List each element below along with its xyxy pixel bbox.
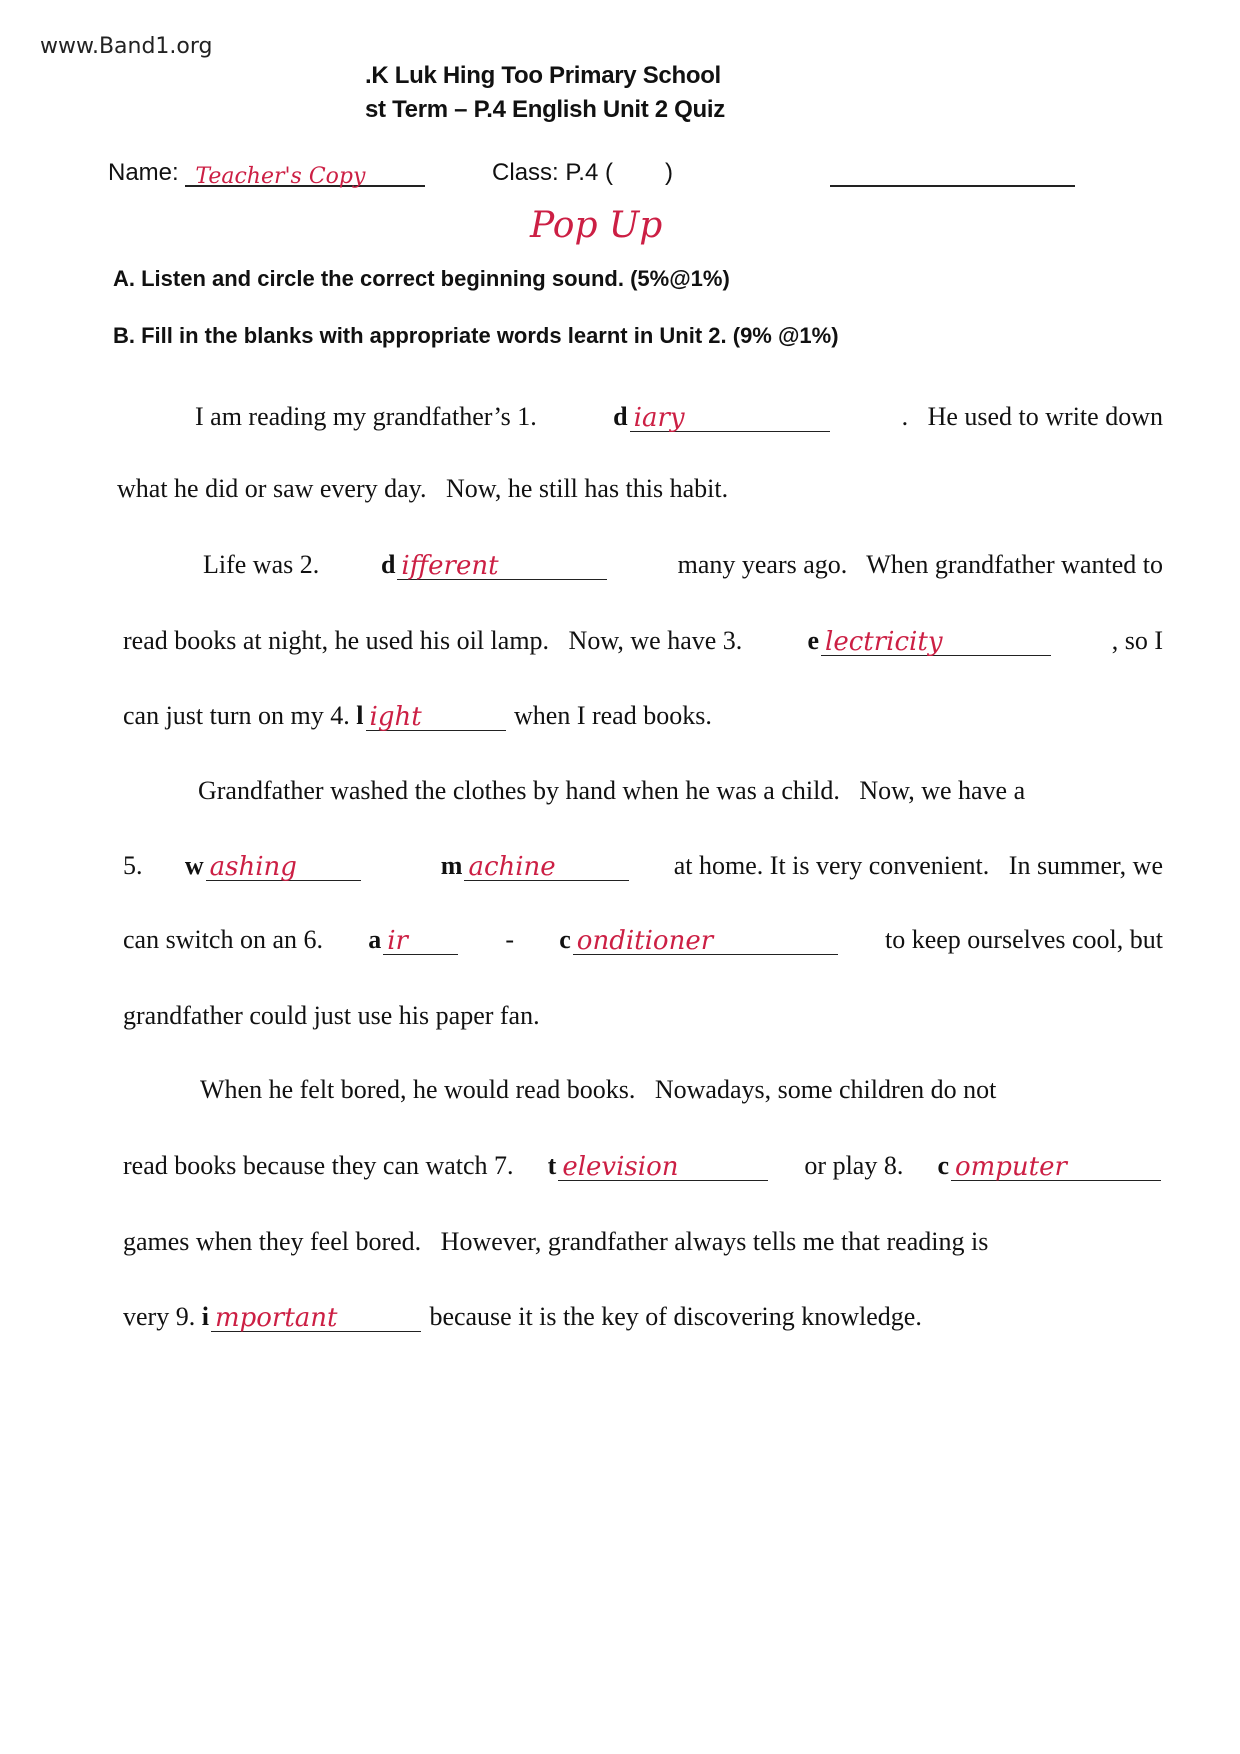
fill-in-blank[interactable] — [807, 621, 1053, 656]
handwritten-answer: lectricity — [825, 627, 943, 657]
watermark: www.Band1.org — [40, 34, 213, 59]
passage-text: read books at night, he used his oil lamp. Now, we have 3. — [123, 626, 749, 655]
passage-line — [117, 464, 1163, 504]
handwritten-answer: achine — [468, 852, 556, 882]
passage-text: at home. It is very convenient. In summer, we — [667, 851, 1163, 880]
blank-line[interactable] — [206, 846, 361, 881]
section-b-instruction: B. Fill in the blanks with appropriate words learnt in Unit 2. (9% @1%) — [113, 323, 839, 348]
blank-initial-letter: t — [547, 1151, 557, 1180]
blank-line[interactable] — [951, 1146, 1161, 1181]
handwritten-answer: mportant — [214, 1303, 338, 1333]
passage-text: because it is the key of discovering knowledge. — [422, 1302, 922, 1331]
handwritten-answer: omputer — [954, 1152, 1067, 1182]
passage-line — [195, 392, 1163, 432]
fill-in-blank[interactable] — [202, 1297, 423, 1332]
passage-text: when I read books. — [507, 701, 712, 730]
handwritten-answer: ir — [387, 926, 408, 956]
passage-line — [123, 616, 1163, 656]
passage-text: , so I — [1111, 626, 1163, 655]
fill-in-blank[interactable] — [613, 397, 831, 432]
blank-line[interactable] — [558, 1146, 768, 1181]
passage-text: games when they feel bored. However, grandfather always tells me that reading is — [123, 1227, 989, 1256]
passage-text: very 9. — [123, 1302, 202, 1331]
passage-text: many years ago. When grandfather wanted to — [671, 550, 1163, 579]
fill-in-blank[interactable] — [381, 545, 609, 580]
blank-initial-letter: c — [559, 925, 571, 954]
school-name: .K Luk Hing Too Primary School — [365, 62, 721, 89]
passage-line — [123, 1217, 1163, 1257]
blank-initial-letter: d — [380, 550, 396, 579]
fill-in-blank[interactable] — [548, 1146, 771, 1181]
section-a-instruction: A. Listen and circle the correct beginning sound. (5%@1%) — [113, 266, 730, 291]
fill-in-blank[interactable] — [559, 920, 840, 955]
blank-line[interactable] — [464, 846, 629, 881]
blank-line[interactable] — [366, 696, 506, 731]
passage-line — [198, 766, 1163, 806]
fill-in-blank[interactable] — [937, 1146, 1163, 1181]
handwritten-answer: ight — [369, 702, 422, 732]
passage-line — [123, 1292, 1163, 1332]
passage-line — [123, 991, 1163, 1031]
passage-text: Grandfather washed the clothes by hand when he was a child. Now, we have a — [198, 776, 1026, 805]
handwritten-answer: onditioner — [576, 926, 714, 956]
handwritten-answer: iary — [633, 403, 685, 433]
passage-text: When he felt bored, he would read books. Nowadays, some children do not — [200, 1075, 997, 1104]
passage-text: grandfather could just use his paper fan. — [123, 1001, 540, 1030]
name-row — [108, 155, 1108, 195]
class-close: ) — [664, 159, 673, 186]
fill-in-blank[interactable] — [356, 696, 507, 731]
quiz-title: st Term – P.4 English Unit 2 Quiz — [365, 96, 725, 123]
handwritten-annotation: Pop Up — [530, 205, 663, 246]
blank-initial-letter: d — [613, 402, 628, 431]
fill-in-blank[interactable] — [368, 920, 460, 955]
passage-text — [398, 851, 405, 881]
passage-text: . He used to write down — [901, 402, 1163, 431]
handwritten-answer: ifferent — [401, 551, 499, 581]
passage-line — [123, 915, 1163, 955]
blank-initial-letter: i — [201, 1302, 209, 1331]
passage-line — [123, 691, 1163, 731]
fill-in-blank[interactable] — [441, 846, 632, 881]
name-value: Teacher's Copy — [195, 164, 366, 189]
passage-line — [123, 841, 1163, 881]
passage-line — [123, 1141, 1163, 1181]
handwritten-answer: elevision — [562, 1152, 679, 1182]
score-field[interactable] — [830, 163, 1075, 187]
passage-text: can just turn on my 4. — [123, 701, 357, 730]
passage-text: to keep ourselves cool, but — [878, 925, 1163, 954]
passage-text: Life was 2. — [203, 550, 320, 579]
blank-initial-letter: a — [368, 925, 382, 954]
blank-initial-letter: e — [807, 626, 820, 655]
passage-text: - — [498, 925, 521, 954]
name-label: Name: — [108, 159, 179, 186]
passage-line — [203, 540, 1163, 580]
passage-line — [200, 1065, 1163, 1105]
blank-line[interactable] — [397, 545, 607, 580]
blank-initial-letter: w — [184, 851, 204, 880]
blank-line[interactable] — [211, 1297, 421, 1332]
passage-text: what he did or saw every day. Now, he still has this habit. — [117, 474, 729, 503]
blank-line[interactable] — [573, 920, 838, 955]
name-field[interactable] — [185, 155, 425, 187]
blank-line[interactable] — [383, 920, 458, 955]
blank-initial-letter: l — [356, 701, 364, 730]
passage-text: read books because they can watch 7. — [123, 1151, 521, 1180]
class-label: Class: P.4 ( — [492, 159, 613, 186]
blank-line[interactable] — [821, 621, 1051, 656]
blank-initial-letter: m — [440, 851, 463, 880]
passage-text: I am reading my grandfather’s 1. — [195, 402, 544, 431]
fill-in-blank[interactable] — [185, 846, 363, 881]
blank-line[interactable] — [630, 397, 830, 432]
passage-text: or play 8. — [797, 1151, 910, 1180]
passage-text: 5. — [123, 851, 149, 880]
passage-text: can switch on an 6. — [123, 925, 330, 954]
handwritten-answer: ashing — [209, 852, 297, 882]
blank-initial-letter: c — [937, 1151, 949, 1180]
